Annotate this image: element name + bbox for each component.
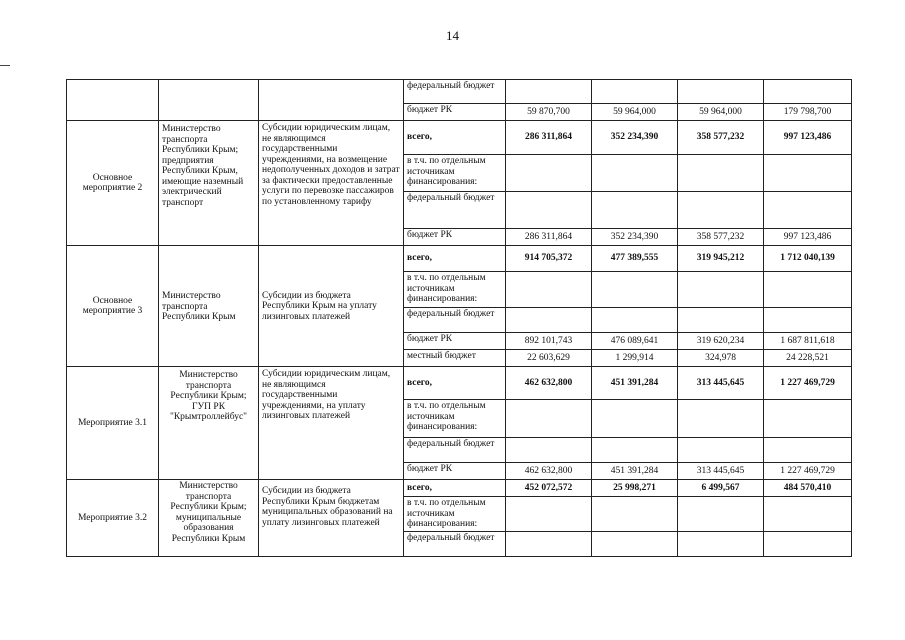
exec-cell: [159, 80, 259, 121]
value-cell: [592, 272, 678, 308]
value-cell: [764, 192, 852, 229]
description-cell: Субсидии юридическим лицам, не являющимся государственными учреждениями, на возмещение недополученных доходов и затрат за фактически предоставленные услуги по перевозке пассажиров по установленному тарифу: [259, 121, 404, 246]
source-cell: в т.ч. по отдельным источникам финансирования:: [404, 497, 506, 532]
value-cell: 22 603,629: [506, 350, 592, 367]
source-cell: федеральный бюджет: [404, 438, 506, 463]
value-cell: [592, 497, 678, 532]
value-cell: 59 964,000: [678, 104, 764, 121]
table-row: [67, 121, 852, 155]
source-cell: бюджет РК: [404, 333, 506, 350]
value-cell: [592, 155, 678, 192]
value-cell: 914 705,372: [506, 246, 592, 272]
value-cell: [678, 308, 764, 333]
value-cell: [506, 80, 592, 104]
measure-name: Мероприятие 3.2: [67, 480, 159, 557]
value-cell: [506, 272, 592, 308]
value-cell: 24 228,521: [764, 350, 852, 367]
source-cell: всего,: [404, 480, 506, 497]
value-cell: 484 570,410: [764, 480, 852, 497]
budget-table: [66, 79, 852, 557]
value-cell: [506, 438, 592, 463]
value-cell: [764, 308, 852, 333]
value-cell: [764, 80, 852, 104]
value-cell: [592, 308, 678, 333]
description-cell: Субсидии юридическим лицам, не являющимся государственными учреждениями, на уплату лизинговых платежей: [259, 367, 404, 480]
value-cell: [506, 192, 592, 229]
table-row: [67, 246, 852, 272]
value-cell: [506, 532, 592, 557]
desc-cell: [259, 80, 404, 121]
value-cell: [678, 532, 764, 557]
value-cell: [506, 497, 592, 532]
measure-name: Мероприятие 3.1: [67, 367, 159, 480]
value-cell: 451 391,284: [592, 367, 678, 400]
source-cell: бюджет РК: [404, 229, 506, 246]
source-cell: бюджет РК: [404, 463, 506, 480]
source-cell: местный бюджет: [404, 350, 506, 367]
source-cell: федеральный бюджет: [404, 532, 506, 557]
value-cell: 476 089,641: [592, 333, 678, 350]
value-cell: 1 227 469,729: [764, 463, 852, 480]
value-cell: 286 311,864: [506, 121, 592, 155]
value-cell: 179 798,700: [764, 104, 852, 121]
value-cell: [506, 308, 592, 333]
value-cell: 1 299,914: [592, 350, 678, 367]
value-cell: 59 964,000: [592, 104, 678, 121]
value-cell: 59 870,700: [506, 104, 592, 121]
value-cell: 462 632,800: [506, 367, 592, 400]
value-cell: [592, 400, 678, 438]
value-cell: 452 072,572: [506, 480, 592, 497]
value-cell: [764, 272, 852, 308]
value-cell: 324,978: [678, 350, 764, 367]
value-cell: 352 234,390: [592, 121, 678, 155]
measure-name: Основное мероприятие 3: [67, 246, 159, 367]
source-cell: в т.ч. по отдельным источникам финансирования:: [404, 155, 506, 192]
value-cell: [678, 155, 764, 192]
value-cell: 319 945,212: [678, 246, 764, 272]
source-cell: бюджет РК: [404, 104, 506, 121]
source-cell: федеральный бюджет: [404, 192, 506, 229]
table-row: [67, 80, 852, 104]
value-cell: [592, 192, 678, 229]
value-cell: [678, 438, 764, 463]
value-cell: 313 445,645: [678, 367, 764, 400]
executor-cell: Министерство транспорта Республики Крым; ГУП РК "Крымтроллейбус": [159, 367, 259, 480]
value-cell: [506, 155, 592, 192]
value-cell: [506, 400, 592, 438]
source-cell: всего,: [404, 367, 506, 400]
executor-cell: Министерство транспорта Республики Крым; муниципальные образования Республики Крым: [159, 480, 259, 557]
value-cell: [678, 497, 764, 532]
description-cell: Субсидии из бюджета Республики Крым на уплату лизинговых платежей: [259, 246, 404, 367]
executor-cell: Министерство транспорта Республики Крым; предприятия Республики Крым, имеющие наземный электрический транспорт: [159, 121, 259, 246]
value-cell: [764, 532, 852, 557]
value-cell: 358 577,232: [678, 229, 764, 246]
value-cell: 451 391,284: [592, 463, 678, 480]
description-cell: Субсидии из бюджета Республики Крым бюджетам муниципальных образований на уплату лизинговых платежей: [259, 480, 404, 557]
source-cell: федеральный бюджет: [404, 308, 506, 333]
value-cell: 462 632,800: [506, 463, 592, 480]
value-cell: [592, 438, 678, 463]
value-cell: [678, 400, 764, 438]
source-cell: всего,: [404, 121, 506, 155]
value-cell: 6 499,567: [678, 480, 764, 497]
measure-name: Основное мероприятие 2: [67, 121, 159, 246]
value-cell: [592, 532, 678, 557]
source-cell: в т.ч. по отдельным источникам финансирования:: [404, 272, 506, 308]
value-cell: 352 234,390: [592, 229, 678, 246]
source-cell: в т.ч. по отдельным источникам финансирования:: [404, 400, 506, 438]
margin-mark: [0, 65, 10, 66]
value-cell: 25 998,271: [592, 480, 678, 497]
value-cell: 1 712 040,139: [764, 246, 852, 272]
value-cell: 477 389,555: [592, 246, 678, 272]
value-cell: 892 101,743: [506, 333, 592, 350]
value-cell: [592, 80, 678, 104]
value-cell: 1 227 469,729: [764, 367, 852, 400]
value-cell: 319 620,234: [678, 333, 764, 350]
source-cell: федеральный бюджет: [404, 80, 506, 104]
value-cell: 1 687 811,618: [764, 333, 852, 350]
value-cell: 997 123,486: [764, 121, 852, 155]
value-cell: [678, 192, 764, 229]
value-cell: [678, 272, 764, 308]
value-cell: 313 445,645: [678, 463, 764, 480]
table-row: [67, 367, 852, 400]
table-row: [67, 480, 852, 497]
value-cell: [764, 438, 852, 463]
executor-cell: Министерство транспорта Республики Крым: [159, 246, 259, 367]
value-cell: [678, 80, 764, 104]
value-cell: [764, 155, 852, 192]
value-cell: 997 123,486: [764, 229, 852, 246]
value-cell: 358 577,232: [678, 121, 764, 155]
source-cell: всего,: [404, 246, 506, 272]
value-cell: [764, 400, 852, 438]
value-cell: 286 311,864: [506, 229, 592, 246]
value-cell: [764, 497, 852, 532]
mark-cell: [67, 80, 159, 121]
page-number: 14: [446, 28, 459, 43]
